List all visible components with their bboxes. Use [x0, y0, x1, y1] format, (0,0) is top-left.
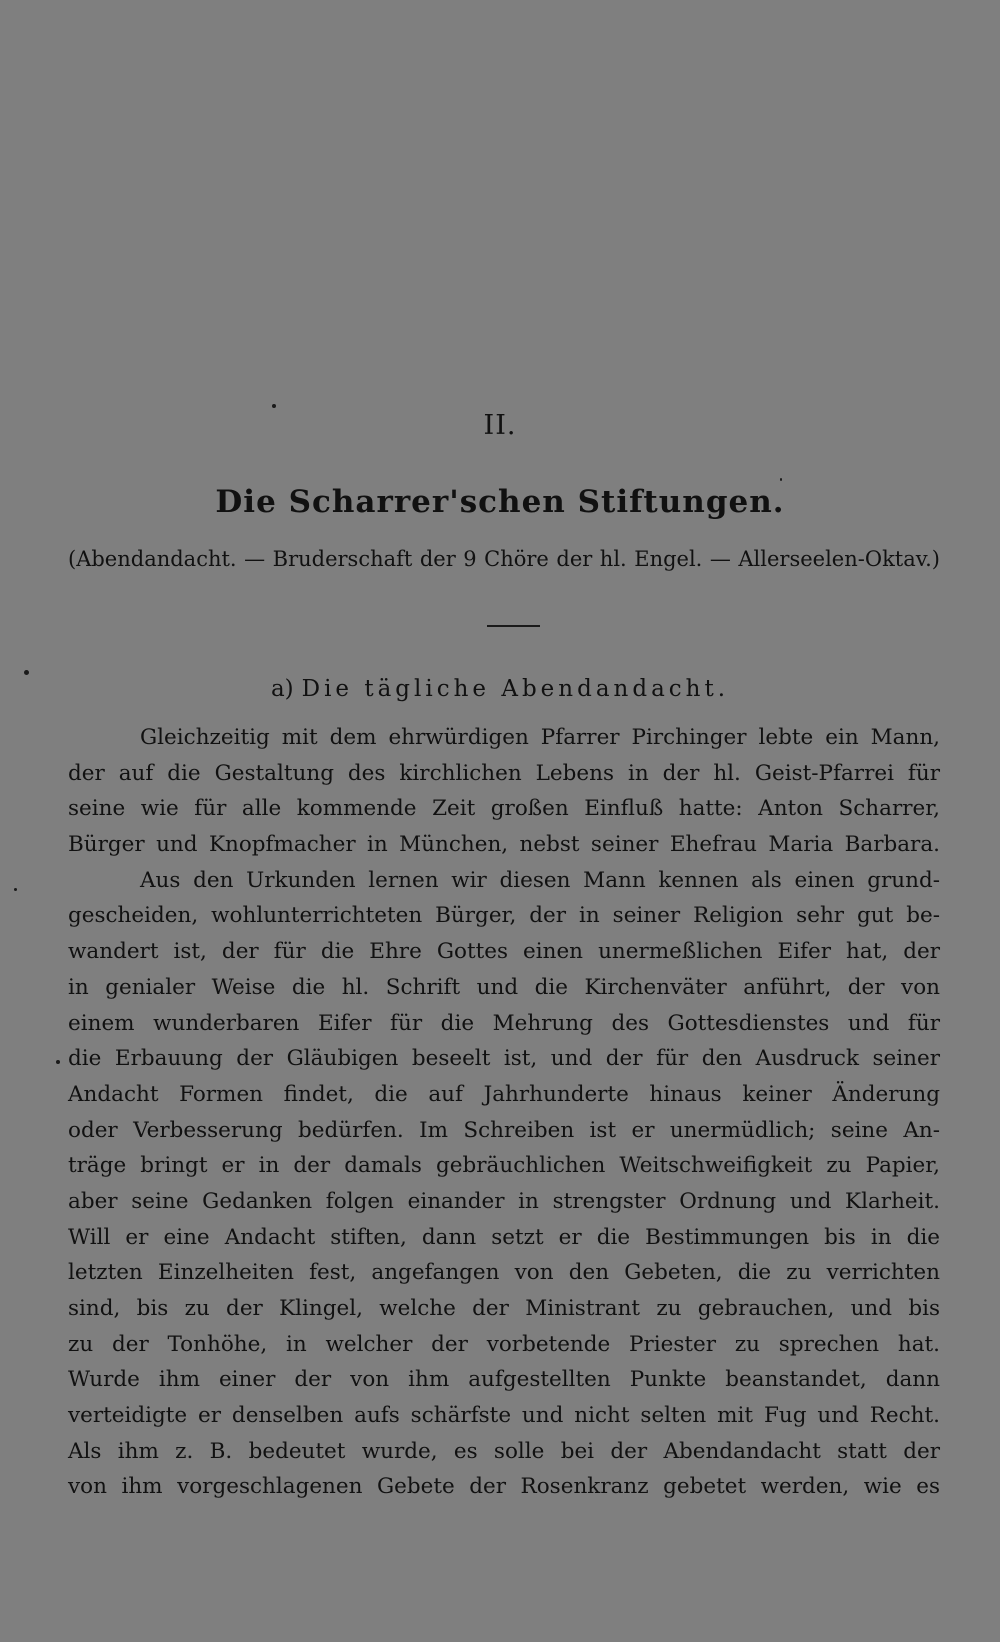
text-line: Aus den Urkunden lernen wir diesen Mann kennen als einen grund- [140, 867, 940, 893]
text-line: Gleichzeitig mit dem ehrwürdigen Pfarrer Pirchinger lebte ein Mann, [140, 725, 940, 750]
print-speck [56, 1060, 60, 1064]
text-line: aber seine Gedanken folgen einander in strengster Ordnung und Klarheit. [68, 1188, 940, 1214]
chapter-subtitle: (Abendandacht. — Bruderschaft der 9 Chöre der hl. Engel. — Allerseelen-Oktav.) [68, 547, 940, 571]
text-line: der auf die Gestaltung des kirchlichen Lebens in der hl. Geist-Pfarrei für [68, 760, 940, 786]
text-line: sind, bis zu der Klingel, welche der Ministrant zu gebrauchen, und bis [68, 1296, 940, 1321]
chapter-number: II. [483, 410, 517, 441]
text-line: seine wie für alle kommende Zeit großen Einfluß hatte: Anton Scharrer, [68, 796, 940, 822]
text-line: einem wunderbaren Eifer für die Mehrung des Gottesdienstes und für [68, 1010, 940, 1036]
section-heading [0, 676, 1000, 702]
print-speck [24, 670, 29, 675]
text-line: zu der Tonhöhe, in welcher der vorbetende Priester zu sprechen hat. [68, 1331, 940, 1357]
text-line: die Erbauung der Gläubigen beseelt ist, und der für den Ausdruck seiner [68, 1046, 940, 1072]
text-line: oder Verbesserung bedürfen. Im Schreiben ist er unermüdlich; seine An- [68, 1117, 940, 1143]
print-speck [272, 404, 276, 408]
text-line: träge bringt er in der damals gebräuchlichen Weitschweifigkeit zu Papier, [68, 1153, 940, 1179]
text-line: in genialer Weise die hl. Schrift und die Kirchenväter anführt, der von [68, 974, 940, 1000]
print-speck [14, 888, 17, 891]
text-line: Will er eine Andacht stiften, dann setzt er die Bestimmungen bis in die [68, 1224, 940, 1250]
text-line: letzten Einzelheiten fest, angefangen von den Gebeten, die zu verrichten [68, 1260, 940, 1286]
section-marker: a) [270, 676, 294, 702]
body-text [68, 720, 940, 1505]
text-line: von ihm vorgeschlagenen Gebete der Rosenkranz gebetet werden, wie es [68, 1474, 940, 1500]
text-line: Bürger und Knopfmacher in München, nebst seiner Ehefrau Maria Barbara. [68, 832, 940, 858]
text-line: Andacht Formen findet, die auf Jahrhunderte hinaus keiner Änderung [68, 1081, 940, 1107]
chapter-title: Die Scharrer'schen Stiftungen. [215, 484, 785, 520]
section-divider [487, 625, 540, 627]
print-speck [780, 478, 782, 481]
text-line: wandert ist, der für die Ehre Gottes einen unermeßlichen Eifer hat, der [68, 939, 940, 965]
text-line: Wurde ihm einer der von ihm aufgestellten Punkte beanstandet, dann [68, 1367, 940, 1393]
text-line: Als ihm z. B. bedeutet wurde, es solle bei der Abendandacht statt der [68, 1438, 940, 1464]
section-heading-text: Die tägliche Abendandacht. [301, 676, 730, 702]
text-line: verteidigte er denselben aufs schärfste und nicht selten mit Fug und Recht. [68, 1403, 940, 1429]
text-line: gescheiden, wohlunterrichteten Bürger, der in seiner Religion sehr gut be- [68, 903, 940, 929]
